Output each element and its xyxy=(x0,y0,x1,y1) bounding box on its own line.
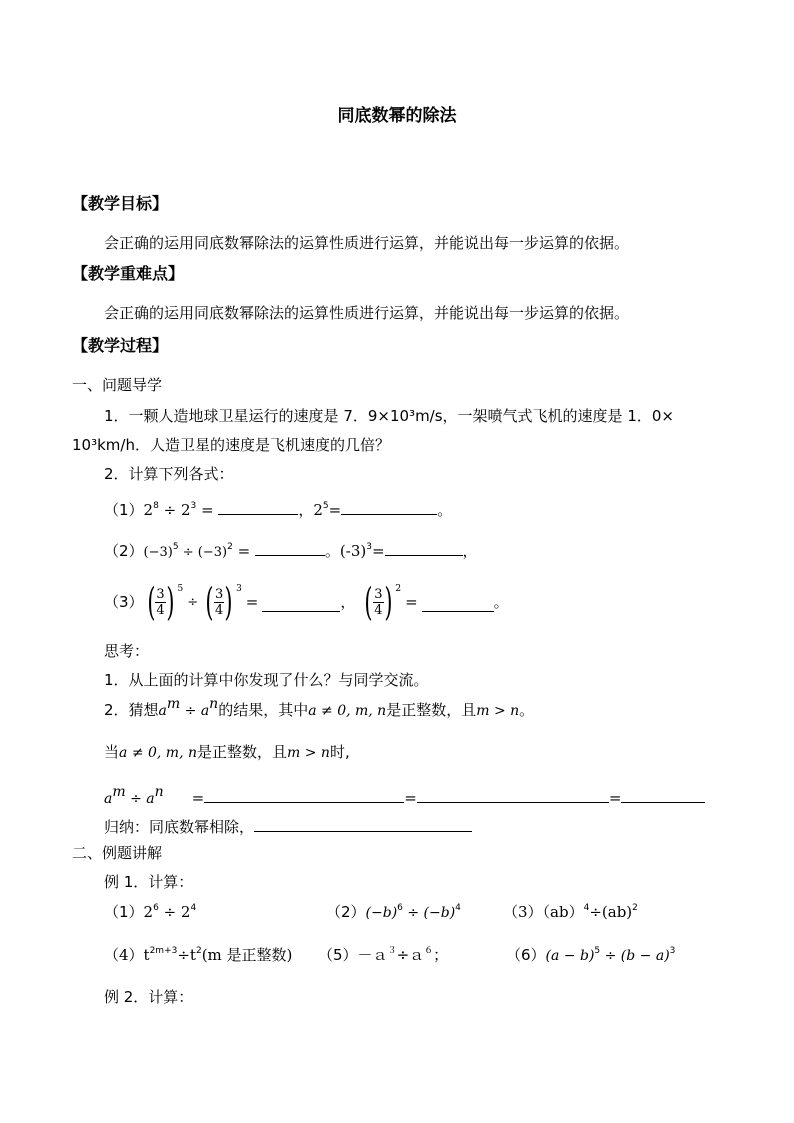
when-condition: a ≠ 0, m, n xyxy=(119,745,197,761)
think-2-exp-m: m xyxy=(166,696,181,712)
fraction-3-4-a xyxy=(144,580,184,624)
example1-item4-label: （4）t xyxy=(104,946,150,964)
calc-2-eq: = xyxy=(232,542,255,560)
calc-2-label: （2） xyxy=(104,542,144,560)
derivation-div: ÷ a xyxy=(125,791,155,807)
calc-3 xyxy=(104,582,509,622)
example1-item6-label: （6） xyxy=(506,946,546,964)
page-title: 同底数幂的除法 xyxy=(337,106,457,126)
part1-heading: 一、问题导学 xyxy=(72,376,163,394)
calc-3-exp3: 2 xyxy=(395,584,402,594)
calc-2-answer-blank-2[interactable] xyxy=(385,541,463,556)
calc-1-answer-blank-2[interactable] xyxy=(341,500,437,515)
when-line xyxy=(104,745,350,760)
example1-item5-exp2: ６ xyxy=(424,946,434,956)
fraction-numerator: 3 xyxy=(214,586,224,602)
example1-item1-label: （1） xyxy=(104,903,144,921)
calc-1-answer-blank[interactable] xyxy=(218,500,298,515)
calc-2-end: ， xyxy=(462,542,478,560)
example1-item6-op: ÷ (b − a) xyxy=(600,948,670,964)
calc-1-sep: ， xyxy=(298,501,314,519)
derivation-exp-n: n xyxy=(154,784,164,800)
think-2-mid: 的结果，其中 xyxy=(218,701,309,719)
example1-item6-exp2: 3 xyxy=(669,946,676,956)
example1-item1-exp2: 4 xyxy=(190,903,197,913)
calc-3-answer-blank-2[interactable] xyxy=(422,599,494,612)
derivation-exp-m: m xyxy=(112,784,126,800)
fraction-denominator: 4 xyxy=(374,602,383,618)
calc-2-op: ÷ (−3) xyxy=(178,545,228,560)
example1-item3-exp1: 4 xyxy=(583,903,590,913)
calc-3-sep: ， xyxy=(340,592,356,611)
example1-item5-end: ； xyxy=(433,946,449,964)
example1-item5 xyxy=(318,948,448,963)
example1-item4-op: ÷t xyxy=(177,946,196,964)
example1-item4-exp2: 2 xyxy=(195,946,202,956)
derivation-eq-1: = xyxy=(191,789,205,807)
fraction xyxy=(214,588,224,617)
example1-item2-exp2: 4 xyxy=(455,903,461,913)
think-2-exp-n: n xyxy=(209,696,219,712)
example1-item5-label: （5）－ａ xyxy=(318,946,388,964)
example1-item4-tail: (m 是正整数) xyxy=(201,946,293,964)
right-paren: ) xyxy=(224,580,233,624)
when-mid: 是正整数，且 xyxy=(197,743,288,761)
example1-item4-exp1: 2m+3 xyxy=(149,946,178,956)
goal-text: 会正确的运用同底数幂除法的运算性质进行运算，并能说出每一步运算的依据。 xyxy=(104,234,630,252)
calc-1-b-exp: 5 xyxy=(322,501,329,511)
think-2-inequality: m > n xyxy=(476,703,520,719)
key-heading: 【教学重难点】 xyxy=(72,264,185,283)
derivation-eq-3: = xyxy=(608,789,622,807)
think-2-mid2: 是正整数，且 xyxy=(386,701,477,719)
calc-3-exp2: 3 xyxy=(236,584,242,594)
fraction-denominator: 4 xyxy=(156,602,165,618)
calc-3-eq: = xyxy=(245,592,259,611)
example1-item1-exp1: 6 xyxy=(153,903,159,913)
calc-3-end: 。 xyxy=(493,592,509,611)
example1-item3 xyxy=(503,905,638,920)
example1-item3-op: ÷(ab) xyxy=(589,903,633,921)
calc-1-b: 2 xyxy=(313,501,323,519)
calc-3-answer-blank[interactable] xyxy=(262,599,340,612)
when-inequality: m > n xyxy=(287,745,330,761)
calc-2-exp1: 5 xyxy=(172,542,179,552)
example1-item1-base: 2 xyxy=(143,903,154,921)
key-text: 会正确的运用同底数幂除法的运算性质进行运算，并能说出每一步运算的依据。 xyxy=(104,304,630,322)
left-paren: ( xyxy=(146,580,156,624)
think-1: 1．从上面的计算中你发现了什么？与同学交流。 xyxy=(104,671,429,689)
think-2-base: a xyxy=(158,703,167,719)
example1-item1-op: ÷ 2 xyxy=(158,903,191,921)
think-2-prefix: 2．猜想 xyxy=(104,701,159,719)
goal-heading: 【教学目标】 xyxy=(72,194,169,213)
example1-item2 xyxy=(326,905,461,920)
think-2-div: ÷ a xyxy=(180,703,210,719)
calc-1-op: ÷ xyxy=(158,501,181,519)
question2-label: 2．计算下列各式： xyxy=(104,465,234,483)
calc-2-mid-exp: 3 xyxy=(366,542,372,552)
fraction-numerator: 3 xyxy=(156,586,165,602)
derivation-base: a xyxy=(104,791,113,807)
example1-item2-base: (−b) xyxy=(365,905,398,921)
summary-blank[interactable] xyxy=(254,817,472,832)
example1-item2-exp1: 6 xyxy=(397,903,403,913)
example1-item3-label: （3）（ab） xyxy=(503,903,584,921)
question1-line2: 10³km/h．人造卫星的速度是飞机速度的几倍？ xyxy=(72,436,390,454)
example1-item4 xyxy=(104,948,292,963)
calc-1-base2: 2 xyxy=(180,501,191,519)
derivation-blank-3[interactable] xyxy=(621,788,705,803)
fraction-3-4-c xyxy=(361,580,402,624)
process-heading: 【教学过程】 xyxy=(72,336,169,355)
think-label: 思考： xyxy=(104,642,150,660)
question1-line1: 1．一颗人造地球卫星运行的速度是 7．9×10³m/s，一架喷气式飞机的速度是 1．0× xyxy=(104,407,674,425)
example1-item6-exp1: 5 xyxy=(594,946,601,956)
calc-2-expr: (−3) xyxy=(143,545,173,560)
derivation-blank-2[interactable] xyxy=(417,788,609,803)
right-paren: ) xyxy=(383,580,392,624)
example1-item3-exp2: 2 xyxy=(632,903,638,913)
left-paren: ( xyxy=(205,580,214,624)
example1-item5-op: ÷ａ xyxy=(396,946,425,964)
calc-2-exp2: 2 xyxy=(227,542,233,552)
calc-1-eq2: = xyxy=(328,501,342,519)
calc-3-label: （3） xyxy=(104,592,144,611)
fraction xyxy=(155,588,165,617)
fraction-denominator: 4 xyxy=(214,602,224,618)
calc-1-exp1: 8 xyxy=(153,501,159,511)
fraction xyxy=(373,588,383,617)
example1-item1 xyxy=(104,905,196,920)
derivation-line xyxy=(104,784,705,807)
calc-1-end: 。 xyxy=(437,501,453,519)
derivation-eq-2: = xyxy=(404,789,417,807)
calc-2-answer-blank[interactable] xyxy=(255,541,325,556)
derivation-blank-1[interactable] xyxy=(204,788,404,803)
example2-label: 例 2．计算： xyxy=(104,988,194,1006)
example1-item2-op: ÷ (−b) xyxy=(402,905,456,921)
part2-heading: 二、例题讲解 xyxy=(72,844,163,862)
think-2 xyxy=(104,696,535,719)
when-end: 时, xyxy=(329,743,350,761)
when-prefix: 当 xyxy=(104,743,120,761)
example1-item2-label: （2） xyxy=(326,903,366,921)
example1-item6 xyxy=(506,948,675,963)
summary-label: 归纳：同底数幂相除， xyxy=(104,818,255,836)
think-2-condition: a ≠ 0, m, n xyxy=(308,703,387,719)
right-paren: ) xyxy=(165,580,175,624)
calc-2-eq2: = xyxy=(371,542,385,560)
calc-2-mid: 。(-3) xyxy=(324,542,367,560)
calc-1-exp2: 3 xyxy=(190,501,197,511)
calc-1-eq: = xyxy=(196,501,219,519)
left-paren: ( xyxy=(364,580,373,624)
summary-line xyxy=(104,817,472,835)
calc-3-op: ÷ xyxy=(187,594,199,610)
example1-item6-base: (a − b) xyxy=(545,948,595,964)
calc-1-label: （1） xyxy=(104,501,144,519)
calc-3-eq2: = xyxy=(405,592,418,611)
example1-item5-exp1: ３ xyxy=(387,946,397,956)
calc-1-base1: 2 xyxy=(143,501,154,519)
example1-label: 例 1．计算： xyxy=(104,873,194,891)
think-2-end: 。 xyxy=(519,701,535,719)
fraction-numerator: 3 xyxy=(374,586,383,602)
fraction-3-4-b xyxy=(202,580,242,624)
calc-1 xyxy=(104,500,452,518)
calc-2 xyxy=(104,541,478,559)
calc-3-exp1: 5 xyxy=(177,584,184,594)
